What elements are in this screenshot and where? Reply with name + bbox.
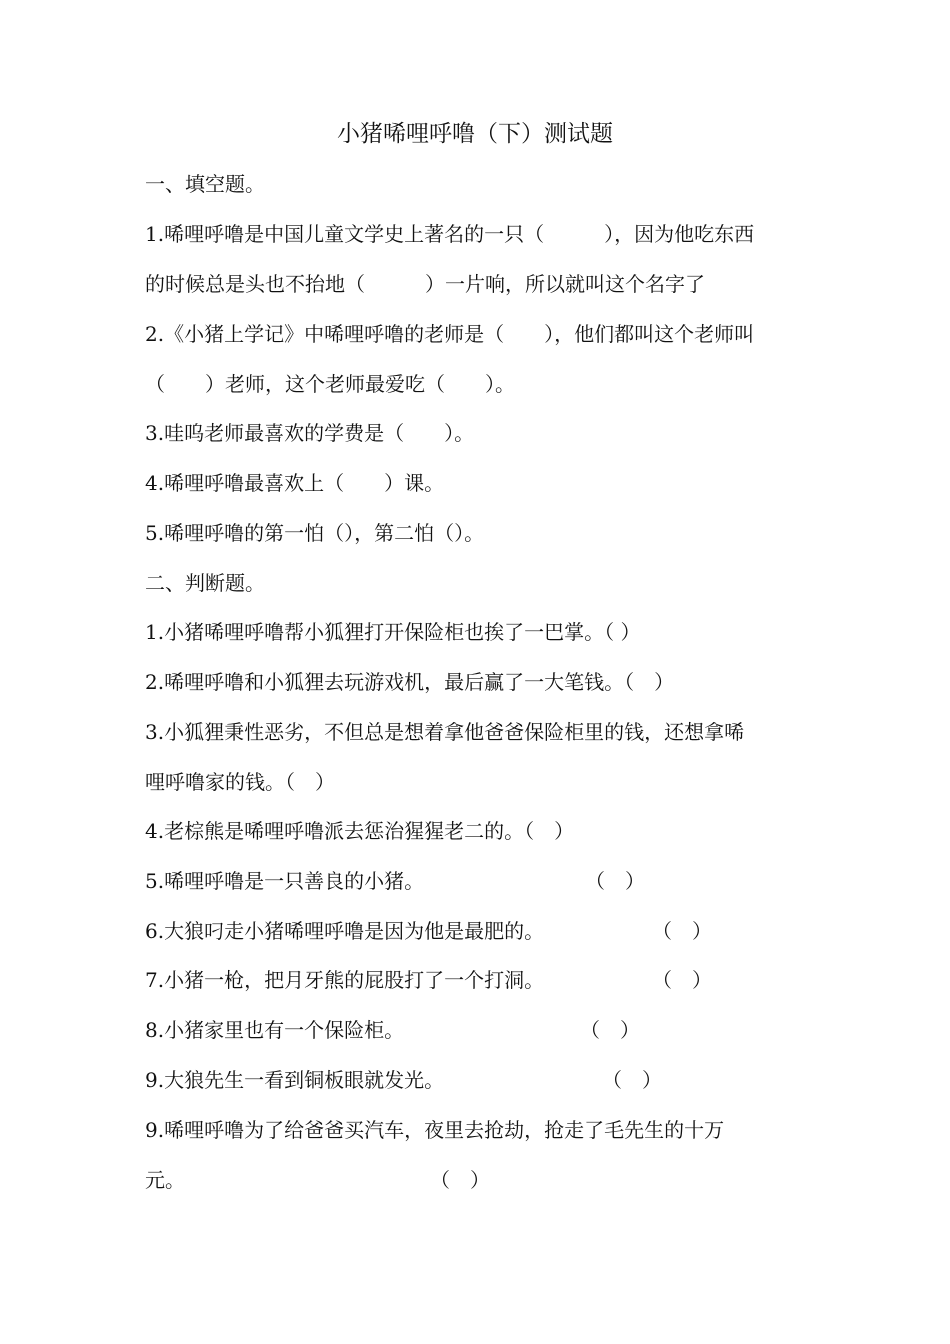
- page-title: 小猪唏哩呼噜（下）测试题: [337, 121, 613, 147]
- tf-question-9: 9.大狼先生一看到铜板眼就发光。: [145, 1068, 445, 1092]
- tf-question-5-answer-blank: （ ）: [585, 869, 645, 893]
- tf-question-1: 1.小猪唏哩呼噜帮小狐狸打开保险柜也挨了一巴掌。（ ）: [145, 620, 641, 644]
- tf-question-8-answer-blank: （ ）: [580, 1018, 640, 1042]
- fill-question-1-line-2: 的时候总是头也不抬地（ ）一片响，所以就叫这个名字了: [145, 272, 705, 296]
- tf-question-3-line-2: 哩呼噜家的钱。（ ）: [145, 770, 335, 794]
- fill-question-3: 3.哇呜老师最喜欢的学费是（ ）。: [145, 421, 475, 445]
- tf-question-6: 6.大狼叼走小猪唏哩呼噜是因为他是最肥的。: [145, 919, 545, 943]
- tf-question-5: 5.唏哩呼噜是一只善良的小猪。: [145, 869, 425, 893]
- tf-question-10-line-1: 9.唏哩呼噜为了给爸爸买汽车，夜里去抢劫，抢走了毛先生的十万: [145, 1118, 725, 1142]
- fill-question-2-line-2: （ ）老师，这个老师最爱吃（ ）。: [145, 372, 515, 396]
- tf-question-7: 7.小猪一枪，把月牙熊的屁股打了一个打洞。: [145, 968, 545, 992]
- fill-question-2-line-1: 2.《小猪上学记》中唏哩呼噜的老师是（ ），他们都叫这个老师叫: [145, 322, 755, 346]
- tf-question-2: 2.唏哩呼噜和小狐狸去玩游戏机，最后赢了一大笔钱。（ ）: [145, 670, 675, 694]
- fill-question-5: 5.唏哩呼噜的第一怕（），第二怕（）。: [145, 521, 485, 545]
- tf-question-10-answer-blank: （ ）: [430, 1168, 490, 1192]
- section-heading-fill-blank: 一、填空题。: [145, 172, 265, 196]
- section-heading-true-false: 二、判断题。: [145, 571, 265, 595]
- tf-question-9-answer-blank: （ ）: [602, 1068, 662, 1092]
- tf-question-4: 4.老棕熊是唏哩呼噜派去惩治猩猩老二的。（ ）: [145, 819, 575, 843]
- fill-question-4: 4.唏哩呼噜最喜欢上（ ）课。: [145, 471, 445, 495]
- tf-question-7-answer-blank: （ ）: [652, 968, 712, 992]
- tf-question-6-answer-blank: （ ）: [652, 919, 712, 943]
- fill-question-1-line-1: 1.唏哩呼噜是中国儿童文学史上著名的一只（ ），因为他吃东西: [145, 222, 755, 246]
- tf-question-8: 8.小猪家里也有一个保险柜。: [145, 1018, 405, 1042]
- tf-question-3-line-1: 3.小狐狸秉性恶劣，不但总是想着拿他爸爸保险柜里的钱，还想拿唏: [145, 720, 745, 744]
- tf-question-10-line-2: 元。: [145, 1168, 185, 1192]
